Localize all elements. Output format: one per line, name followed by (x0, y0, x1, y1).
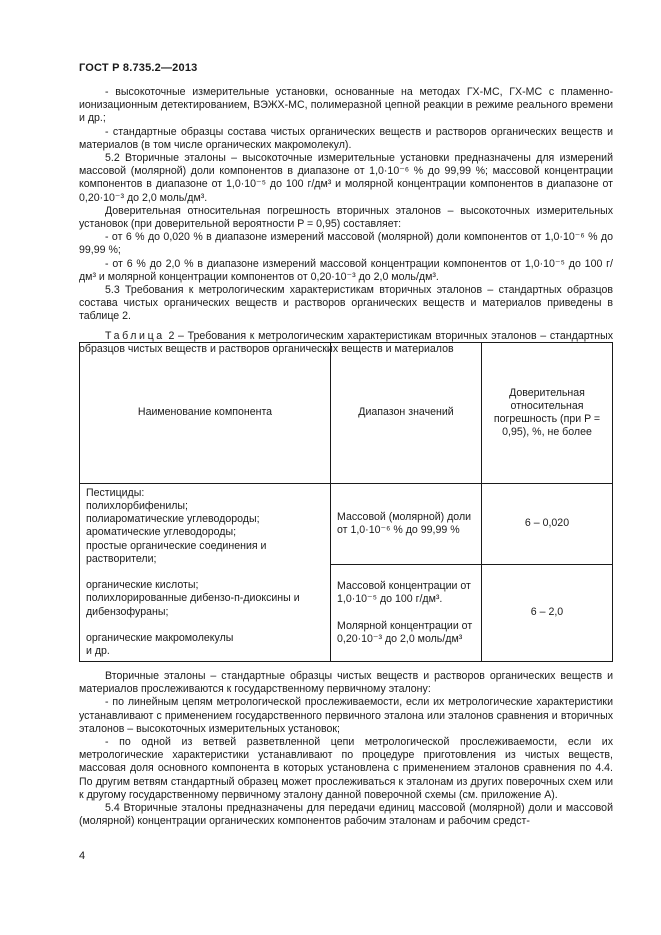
paragraph: - по линейным цепям метрологической прослеживаемости, если их метрологические характеристики устанавливают с применением государственного первичного эталона или эталонов сравнения и вторичных эталонов – высокоточных измерительных установок; (79, 696, 613, 735)
range-cell-mass-fraction: Массовой (молярной) доли от 1,0·10⁻⁶ % до 99,99 % (331, 484, 482, 565)
top-text-block (79, 86, 613, 324)
error-cell-concentration: 6 – 2,0 (482, 565, 613, 662)
paragraph: 5.4 Вторичные эталоны предназначены для передачи единиц массовой (молярной) доли и массовой (молярной) концентрации органических компонентов рабочим эталонам и рабочим средст- (79, 802, 613, 828)
component-name: полиароматические углеводороды; (86, 513, 260, 526)
error-cell-mass-fraction: 6 – 0,020 (482, 484, 613, 565)
component-name: полихлорированные дибензо-п-диоксины и дибензофураны; (86, 592, 300, 618)
page-number: 4 (79, 850, 86, 862)
requirements-table (79, 342, 613, 662)
paragraph: - от 6 % до 2,0 % в диапазоне измерений массовой концентрации компонентов от 1,0·10⁻⁵ до 100 г/дм³ и молярной концентрации компонентов от 0,20·10⁻³ до 2,0 моль/дм³. (79, 257, 613, 283)
header-error: Доверительная относительная погрешность (при P = 0,95), %, не более (482, 343, 613, 484)
component-name: ароматические углеводороды; (86, 526, 237, 539)
table-caption-label: Таблица (105, 330, 165, 342)
table-caption-text: – Требования к метрологическим характеристикам вторичных эталонов – стандартных образцов чистых веществ и растворов органических веществ и материалов (79, 330, 613, 356)
component-name: Пестициды: (86, 486, 145, 499)
table-header-row (80, 343, 613, 484)
range-mass-concentration: Массовой концентрации от 1,0·10⁻⁵ до 100 г/дм³. (337, 580, 471, 606)
header-value-range: Диапазон значений (331, 343, 482, 484)
component-name: органические кислоты; (86, 579, 199, 592)
range-cell-concentration (331, 565, 482, 662)
paragraph: - высокоточные измерительные установки, основанные на методах ГХ-МС, ГХ-МС с пламенно-ионизационным детектированием, ВЭЖХ-МС, полимеразной цепной реакции в режиме реального времени и др.; (79, 86, 613, 125)
paragraph: - от 6 % до 0,020 % в диапазоне измерений массовой (молярной) доли компонентов от 1,0·10⁻⁶ % до 99,99 %; (79, 231, 613, 257)
document-header: ГОСТ Р 8.735.2—2013 (79, 62, 198, 74)
component-name: органические макромолекулы (86, 631, 234, 644)
table-caption-number: 2 (168, 330, 175, 342)
paragraph: - стандартные образцы состава чистых органических веществ и растворов органических веществ и материалов (в том числе органических макромолекул). (79, 125, 613, 151)
table-row (80, 484, 613, 565)
component-names-cell (80, 484, 331, 662)
component-name: и др. (86, 644, 110, 657)
component-name: полихлорбифенилы; (86, 500, 188, 513)
range-molar-concentration: Молярной концентрации от 0,20·10⁻³ до 2,0 моль/дм³ (337, 619, 473, 645)
header-component-name: Наименование компонента (80, 343, 331, 484)
paragraph: - по одной из ветвей разветвленной цепи метрологической прослеживаемости, если их метрологические характеристики устанавливают по процедуре приготовления из чистых веществ, массовая доля основного компонента в которых установлена с применением эталонов сравнения по 4.4. По другим ветвям стандартный образец может прослеживаться к эталонам из других поверочных схем или к другому государственному первичному эталону данной поверочной схемы (см. приложение А). (79, 736, 613, 801)
component-name: простые органические соединения и растворители; (86, 539, 267, 565)
paragraph: Доверительная относительная погрешность вторичных эталонов – высокоточных измерительных установок (при доверительной вероятности P = 0,95) составляет: (79, 204, 613, 231)
paragraph: 5.2 Вторичные эталоны – высокоточные измерительные установки предназначены для измерений массовой (молярной) доли компонентов в диапазоне от 1,0·10⁻⁶ % до 99,99 %; массовой концентрации компонентов в диапазоне от 1,0·10⁻⁵ до 100 г/дм³ и молярной концентрации компонентов в диапазоне от 0,20·10⁻³ до 2,0 моль/дм³. (79, 152, 613, 204)
paragraph: 5.3 Требования к метрологическим характеристикам вторичных эталонов – стандартных образцов состава чистых органических веществ и растворов органических веществ и материалов приведены в таблице 2. (79, 284, 613, 323)
paragraph: Вторичные эталоны – стандартные образцы чистых веществ и растворов органических веществ и материалов прослеживаются к государственному первичному эталону: (79, 670, 613, 696)
bottom-text-block (79, 670, 613, 828)
